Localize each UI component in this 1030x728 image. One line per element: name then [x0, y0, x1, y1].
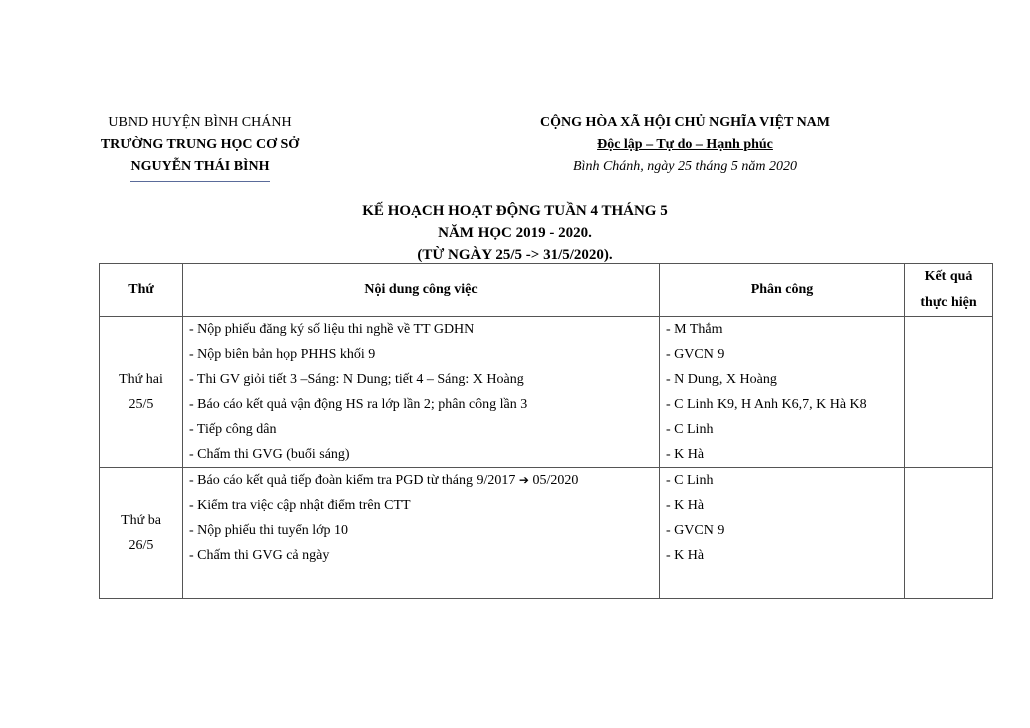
national-header — [500, 112, 870, 178]
task-item: - Báo cáo kết quả vận động HS ra lớp lần 2; phân công lần 3 — [189, 397, 528, 412]
title-line-2: NĂM HỌC 2019 - 2020. — [438, 225, 592, 241]
header-result — [905, 264, 993, 317]
task-item: - Kiểm tra việc cập nhật điểm trên CTT — [189, 498, 411, 513]
task-item — [183, 468, 659, 493]
table-row — [100, 317, 993, 468]
motto: Độc lập – Tự do – Hạnh phúc — [597, 137, 773, 152]
table-header-row — [100, 264, 993, 317]
weekly-plan-table — [99, 263, 993, 599]
task-text-tail: 05/2020 — [532, 473, 579, 488]
school-header — [60, 112, 340, 182]
tasks-cell — [183, 468, 660, 599]
assignee-item: - K Hà — [666, 548, 705, 563]
header-assign: Phân công — [660, 264, 905, 317]
day-date: 25/5 — [128, 397, 154, 412]
country-name: CỘNG HÒA XÃ HỘI CHỦ NGHĨA VIỆT NAM — [539, 115, 830, 130]
task-text: - Báo cáo kết quả tiếp đoàn kiểm tra PGD từ tháng 9/2017 — [189, 473, 516, 488]
assignee-item: - K Hà — [666, 498, 705, 513]
assignee-item: - C Linh K9, H Anh K6,7, K Hà K8 — [666, 397, 867, 412]
header-day: Thứ — [100, 264, 183, 317]
table-row — [100, 468, 993, 599]
day-cell — [100, 468, 183, 599]
assignee-item: - GVCN 9 — [666, 347, 725, 362]
task-item: - Thi GV giỏi tiết 3 –Sáng: N Dung; tiết 4 – Sáng: X Hoàng — [189, 372, 524, 387]
task-item: - Tiếp công dân — [189, 422, 277, 437]
day-date: 26/5 — [128, 538, 154, 553]
arrow-icon: ➔ — [518, 473, 529, 487]
assignee-item: - K Hà — [666, 447, 705, 462]
header-content: Nội dung công việc — [183, 264, 660, 317]
place-date: Bình Chánh, ngày 25 tháng 5 năm 2020 — [573, 159, 797, 174]
day-cell — [100, 317, 183, 468]
assignee-item: - GVCN 9 — [666, 523, 725, 538]
task-item: - Chấm thi GVG (buổi sáng) — [189, 447, 350, 462]
task-item: - Nộp biên bản họp PHHS khối 9 — [189, 347, 376, 362]
day-name: Thứ hai — [119, 372, 163, 387]
assignee-item: - N Dung, X Hoàng — [666, 372, 777, 387]
assignee-item: - M Thắm — [666, 322, 723, 337]
result-cell — [905, 317, 993, 468]
assignees-cell — [660, 317, 905, 468]
assignee-item: - C Linh — [666, 422, 714, 437]
header-result-line1: Kết quả — [924, 269, 973, 284]
tasks-cell — [183, 317, 660, 468]
document-title — [0, 200, 1030, 266]
task-item: - Nộp phiếu thi tuyển lớp 10 — [189, 523, 349, 538]
task-item: - Chấm thi GVG cả ngày — [189, 548, 330, 563]
assignee-item: - C Linh — [666, 473, 714, 488]
result-cell — [905, 468, 993, 599]
school-name: NGUYỄN THÁI BÌNH — [130, 159, 270, 174]
task-item: - Nộp phiếu đăng ký số liệu thi nghề về TT GDHN — [189, 322, 475, 337]
district-name: UBND HUYỆN BÌNH CHÁNH — [108, 115, 292, 130]
header-divider — [130, 181, 270, 182]
header-result-line2: thực hiện — [920, 295, 977, 310]
day-name: Thứ ba — [121, 513, 161, 528]
school-type: TRƯỜNG TRUNG HỌC CƠ SỞ — [100, 137, 300, 152]
title-line-3: (TỪ NGÀY 25/5 -> 31/5/2020). — [417, 247, 613, 263]
assignees-cell — [660, 468, 905, 599]
title-line-1: KẾ HOẠCH HOẠT ĐỘNG TUẦN 4 THÁNG 5 — [362, 203, 668, 219]
